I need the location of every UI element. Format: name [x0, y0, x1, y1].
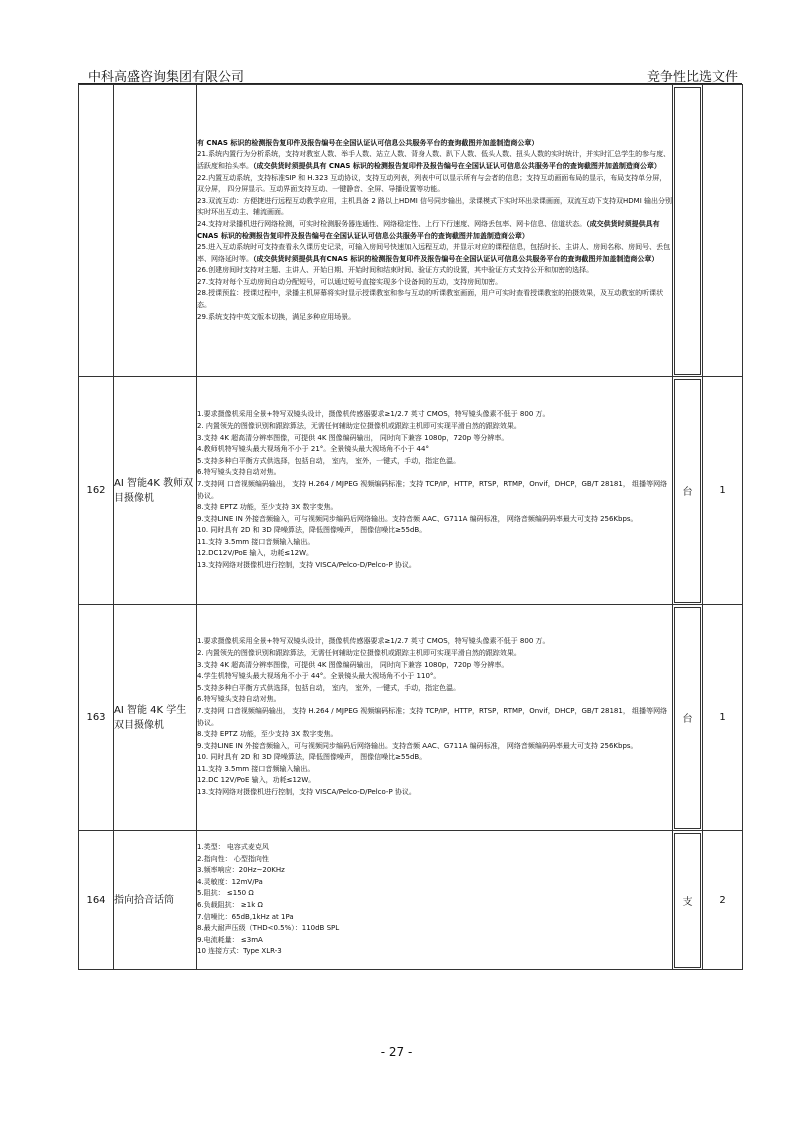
spec-line: 9.支持LINE IN 外接音频输入，可与视频同步编码后网络输出。支持音频 AAC、G711A 编码标准， 网络音频编码码率最大可支持 256Kbps。	[197, 741, 638, 750]
cell-no	[79, 85, 114, 377]
spec-line: 25.进入互动系统时可支持查看永久课历史记录，可输入房间号快速加入远程互动，并显示对应的课程信息，包括时长、主讲人、房间名称、房间号、丢包率、网络延时等。	[197, 243, 671, 263]
spec-line: 11.支持 3.5mm 接口音频输入输出。	[197, 537, 315, 546]
spec-line: 6.特写镜头支持自动对焦。	[197, 468, 281, 477]
header-company: 中科高盛咨询集团有限公司	[88, 70, 245, 85]
item-no: 163	[79, 605, 114, 831]
spec-line: 4.教师机特写镜头最大视场角不小于 21°。全景镜头最大视场角不小于 44°	[197, 445, 429, 454]
spec-line: 23.双流互动：方便捷进行远程互动教学应用，主机具备 2 路以上HDMI 信号同步输出，录课模式下实时环出录课画面，双流互动下支持双HDMI 输出分别实时环出互动主、辅流画面。	[197, 196, 673, 217]
page-number: - 27 -	[380, 1045, 413, 1059]
spec-line: 4.学生机特写镜头最大视场角不小于 44°。全景镜头最大视场角不小于 110°。	[197, 672, 441, 681]
spec-line: 8.支持 EPTZ 功能，至少支持 3X 数字变焦。	[197, 503, 338, 512]
item-name: AI 智能4K 教师双目摄像机	[114, 377, 197, 605]
spec-line: 7.信噪比：65dB,1kHz at 1Pa	[197, 912, 294, 921]
spec-line: 12.DC 12V/PoE 输入，功耗≤12W。	[197, 776, 316, 785]
spec-line: 28.授课预监：授课过程中，录播主机屏幕将实时显示授课教室和参与互动的听课教室画面，用户可实时查看授课教室的拍摄效果，及互动教室的听课状态。	[197, 289, 664, 310]
spec-line: 2.指向性： 心型指向性	[197, 854, 269, 863]
spec-line: 5.支持多种白平衡方式供选择，包括自动， 室内， 室外，一键式，手动，指定色温。	[197, 456, 461, 465]
spec-line: 10. 同时具有 2D 和 3D 降噪算法，降低图像噪声， 图像信噪比≥55dB。	[197, 753, 427, 762]
spec-line: 7.支持网 口音视频编码输出， 支持 H.264 / MJPEG 视频编码标准；支持 TCP/IP，HTTP，RTSP，RTMP，Onvif，DHCP，GB/T 28181， 组播等网络协议。	[197, 706, 668, 727]
item-no: 162	[79, 377, 114, 605]
item-spec-cell	[197, 377, 673, 605]
item-unit: 台	[673, 377, 703, 605]
item-no: 164	[79, 831, 114, 970]
spec-line: 22.内置互动系统，支持标准SIP 和 H.323 互动协议，支持互动列表，列表中可以显示所有与会者的信息；支持互动画面布局的显示，布局支持单分屏，双分屏， 四分屏显示。互动界面支持互动、一键静音、全屏、导播设置等功能。	[197, 173, 667, 194]
spec-line: 9.电流耗量： ≤3mA	[197, 935, 263, 944]
header-doc-type: 竞争性比选文件	[646, 70, 738, 85]
spec-line: 2. 内置领先的图像识别和跟踪算法，无需任何辅助定位摄像机或跟踪主机即可实现平滑自然的跟踪效果。	[197, 421, 521, 430]
continuation-lines	[197, 138, 672, 324]
spec-line: 13.支持网络对摄像机进行控制，支持 VISCA/Pelco-D/Pelco-P 协议。	[197, 561, 416, 570]
spec-line: 6.特写镜头支持自动对焦。	[197, 695, 281, 704]
item-unit: 支	[673, 831, 703, 970]
spec-line: 5.阻抗： ≤150 Ω	[197, 889, 254, 898]
spec-line: 21.系统内置行为分析系统，支持对教室人数、举手人数、站立人数、背身人数、趴下人数、低头人数、扭头人数的实时统计，并实时汇总学生的参与度、活跃度和抬头率。	[197, 150, 671, 170]
spec-line: 8.最大耐声压级（THD<0.5%）：110dB SPL	[197, 924, 340, 933]
item-name: 指向拾音话筒	[114, 831, 197, 970]
continuation-spec-cell	[197, 85, 673, 377]
spec-line: 29.系统支持中英文版本切换，满足多种应用场景。	[197, 312, 356, 321]
spec-note-bold: （成交供货时须提供具有 CNAS 标识的检测报告复印件及报告编号在全国认证认可信息公共服务平台的查询截图并加盖制造商公章）	[253, 161, 661, 170]
item-qty: 1	[703, 605, 743, 831]
spec-table	[78, 84, 743, 970]
spec-note-bold: （成交供货时须提供具有 CNAS 标识的检测报告复印件及报告编号在全国认证认可信息公共服务平台的查询截图并加盖制造商公章）	[197, 219, 660, 240]
spec-line: 8.支持 EPTZ 功能，至少支持 3X 数字变焦。	[197, 730, 338, 739]
spec-line: 10. 同时具有 2D 和 3D 降噪算法，降低图像噪声， 图像信噪比≥55dB。	[197, 526, 427, 535]
spec-line: 13.支持网络对摄像机进行控制，支持 VISCA/Pelco-D/Pelco-P 协议。	[197, 788, 416, 797]
spec-line: 24.支持对录播机进行网络检测，可实时检测服务器连通性、网络稳定性、上行下行速度、网络丢包率、网卡信息、信道状态。	[197, 219, 587, 228]
spec-line: 1.类型： 电容式麦克风	[197, 843, 269, 852]
item-unit: 台	[673, 605, 703, 831]
spec-line: 2. 内置领先的图像识别和跟踪算法，无需任何辅助定位摄像机或跟踪主机即可实现平滑自然的跟踪效果。	[197, 648, 521, 657]
table-row-continuation	[79, 85, 743, 377]
spec-line: 9.支持LINE IN 外接音频输入，可与视频同步编码后网络输出。支持音频 AAC、G711A 编码标准， 网络音频编码码率最大可支持 256Kbps。	[197, 514, 638, 523]
spec-line: 11.支持 3.5mm 接口音频输入输出。	[197, 764, 315, 773]
spec-line: 5.支持多种白平衡方式供选择，包括自动， 室内， 室外，一键式，手动，指定色温。	[197, 683, 461, 692]
spec-line: 1.要求摄像机采用全景+特写双镜头设计，摄像机传感器要求≥1/2.7 英寸 CMOS，特写镜头像素不低于 800 万。	[197, 410, 550, 419]
item-name: AI 智能 4K 学生双目摄像机	[114, 605, 197, 831]
item-spec-cell	[197, 831, 673, 970]
spec-line: 1.要求摄像机采用全景+特写双镜头设计，摄像机传感器要求≥1/2.7 英寸 CMOS，特写镜头像素不低于 800 万。	[197, 637, 550, 646]
spec-line: 26.创建房间时支持对主题、主讲人、开始日期、开始时间和结束时间、验证方式的设置，其中验证方式支持公开和加密的选择。	[197, 266, 594, 275]
cell-qty	[703, 85, 743, 377]
spec-line: 3.支持 4K 超高清分辨率图像，可提供 4K 图像编码输出， 同时向下兼容 1080p，720p 等分辨率。	[197, 433, 509, 442]
item-qty: 2	[703, 831, 743, 970]
spec-line: 3.支持 4K 超高清分辨率图像，可提供 4K 图像编码输出， 同时向下兼容 1080p，720p 等分辨率。	[197, 660, 509, 669]
spec-note-bold: （成交供货时须提供具有CNAS 标识的检测报告复印件及报告编号在全国认证认可信息公共服务平台的查询截图并加盖制造商公章）	[253, 254, 659, 263]
table-row	[79, 831, 743, 970]
cell-unit	[673, 85, 703, 377]
spec-note-bold: 有 CNAS 标识的检测报告复印件及报告编号在全国认证认可信息公共服务平台的查询截图并加盖制造商公章）	[197, 138, 539, 147]
table-row	[79, 377, 743, 605]
spec-line: 7.支持网 口音视频编码输出， 支持 H.264 / MJPEG 视频编码标准；支持 TCP/IP，HTTP，RTSP，RTMP，Onvif，DHCP，GB/T 28181， 组播等网络协议。	[197, 479, 668, 500]
spec-line: 12.DC12V/PoE 输入，功耗≤12W。	[197, 549, 314, 558]
cell-name	[114, 85, 197, 377]
spec-line: 6.负载阻抗： ≥1k Ω	[197, 901, 263, 909]
spec-line: 27.支持对每个互动房间自动分配短号，可以通过短号直接实现多个设备间的互动，支持房间加密。	[197, 277, 503, 286]
table-row	[79, 605, 743, 831]
item-spec-cell	[197, 605, 673, 831]
item-qty: 1	[703, 377, 743, 605]
spec-line: 4.灵敏度：12mV/Pa	[197, 877, 263, 886]
spec-line: 3.频率响应：20Hz~20KHz	[197, 866, 285, 875]
spec-line: 10 连接方式：Type XLR-3	[197, 947, 282, 956]
